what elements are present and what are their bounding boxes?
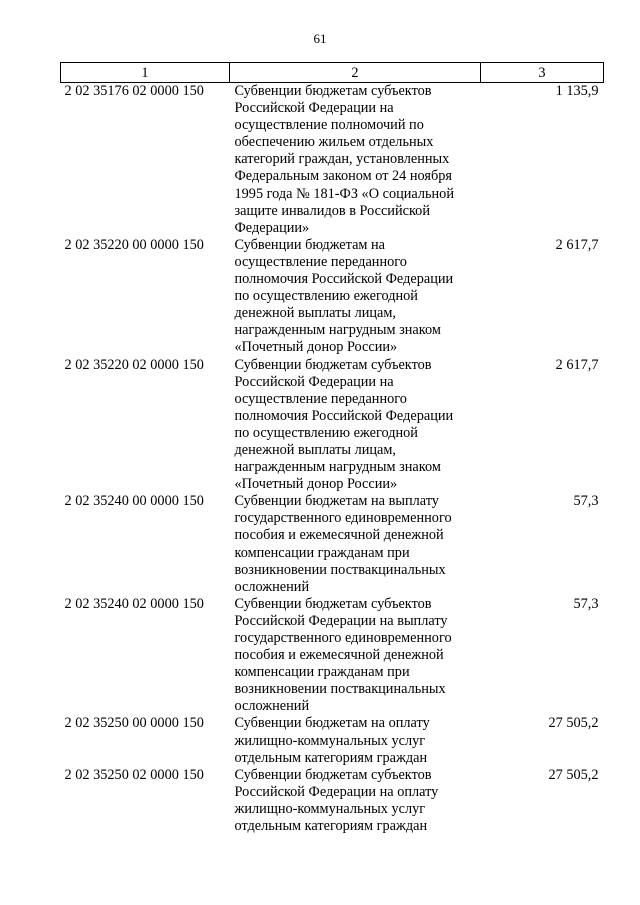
description-line: Субвенции бюджетам на выплату: [234, 493, 439, 510]
description-line: возникновении поствакцинальных: [234, 681, 446, 698]
amount-cell: 57,3: [573, 595, 599, 612]
description-line: Российской Федерации на: [234, 373, 394, 390]
description-line: полномочия Российской Федерации: [234, 407, 454, 424]
column-header-amount: 3: [481, 63, 604, 83]
column-header-code: 1: [61, 63, 230, 83]
budget-code-cell: 2 02 35250 00 0000 150: [64, 715, 204, 732]
description-line: отдельным категориям граждан: [234, 749, 428, 766]
amount-cell: 2 617,7: [555, 236, 599, 253]
budget-code-cell: 2 02 35220 02 0000 150: [64, 356, 204, 373]
description-line: осуществление переданного: [234, 253, 407, 270]
budget-code-cell: 2 02 35240 00 0000 150: [64, 493, 204, 510]
table-row: [61, 715, 604, 766]
description-line: «Почетный донор России»: [234, 476, 398, 493]
description-cell: [230, 493, 481, 596]
description-cell: [230, 357, 481, 494]
description-line: компенсации гражданам при: [234, 544, 410, 561]
description-line: награжденным нагрудным знаком: [234, 322, 441, 339]
description-line: Субвенции бюджетам субъектов: [234, 356, 432, 373]
description-line: пособия и ежемесячной денежной: [234, 647, 444, 664]
description-line: государственного единовременного: [234, 630, 452, 646]
description-line: полномочия Российской Федерации: [234, 271, 454, 288]
description-line: по осуществлению ежегодной: [234, 424, 418, 441]
description-line: награжденным нагрудным знаком: [234, 459, 441, 476]
description-line: осуществление переданного: [234, 390, 407, 407]
description-line: возникновении поствакцинальных: [234, 561, 446, 578]
description-line: Субвенции бюджетам субъектов: [234, 83, 432, 99]
budget-code-cell: 2 02 35176 02 0000 150: [64, 83, 204, 99]
table-row: [61, 493, 604, 596]
description-cell: [230, 596, 481, 716]
description-line: Федерации»: [234, 219, 310, 236]
description-line: Субвенции бюджетам на оплату: [234, 715, 430, 732]
table-row: [61, 83, 604, 237]
description-line: пособия и ежемесячной денежной: [234, 527, 444, 544]
description-cell: [230, 715, 481, 766]
budget-code-cell: 2 02 35220 00 0000 150: [64, 236, 204, 253]
table-header-row: [61, 63, 604, 83]
description-line: Субвенции бюджетам субъектов: [234, 595, 432, 612]
amount-cell: 2 617,7: [555, 356, 599, 373]
budget-table: [60, 62, 604, 835]
description-cell: [230, 767, 481, 835]
description-line: жилищно-коммунальных услуг: [234, 800, 426, 817]
description-line: денежной выплаты лицам,: [234, 441, 396, 458]
description-line: осуществление полномочий по: [234, 117, 424, 134]
amount-cell: 1 135,9: [555, 83, 599, 99]
table-row: [61, 767, 604, 835]
description-line: осложнений: [234, 578, 310, 595]
description-line: отдельным категориям граждан: [234, 818, 428, 835]
amount-cell: 57,3: [573, 493, 599, 510]
description-line: Российской Федерации на выплату: [234, 612, 448, 629]
budget-code-cell: 2 02 35250 02 0000 150: [64, 766, 204, 783]
description-line: Федеральным законом от 24 ноября: [234, 168, 452, 185]
table-row: [61, 237, 604, 357]
amount-cell: 27 505,2: [548, 715, 599, 732]
description-line: денежной выплаты лицам,: [234, 305, 396, 322]
description-cell: [230, 83, 481, 237]
description-line: компенсации гражданам при: [234, 664, 410, 681]
amount-cell: 27 505,2: [548, 766, 599, 783]
description-line: обеспечению жильем отдельных: [234, 134, 434, 151]
description-line: Субвенции бюджетам субъектов: [234, 766, 432, 783]
description-line: Субвенции бюджетам на: [234, 236, 386, 253]
column-header-name: 2: [230, 63, 481, 83]
description-line: Российской Федерации на: [234, 100, 394, 117]
table-row: [61, 357, 604, 494]
description-line: защите инвалидов в Российской: [234, 202, 430, 219]
page-number: 61: [313, 31, 327, 46]
description-line: по осуществлению ежегодной: [234, 288, 418, 305]
description-line: государственного единовременного: [234, 510, 452, 527]
table-row: [61, 596, 604, 716]
description-line: жилищно-коммунальных услуг: [234, 732, 426, 749]
description-line: осложнений: [234, 698, 310, 715]
budget-code-cell: 2 02 35240 02 0000 150: [64, 595, 204, 612]
description-line: Российской Федерации на оплату: [234, 783, 439, 800]
description-line: «Почетный донор России»: [234, 339, 398, 356]
table-body: [61, 83, 604, 836]
description-line: категорий граждан, установленных: [234, 151, 450, 168]
description-cell: [230, 237, 481, 357]
description-line: 1995 года № 181-ФЗ «О социальной: [234, 185, 454, 202]
